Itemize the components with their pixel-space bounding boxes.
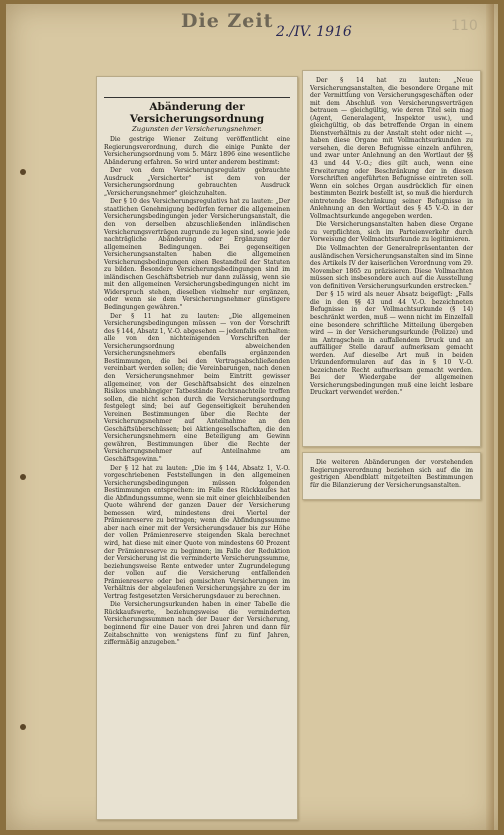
paragraph: Die gestrige Wiener Zeitung veröffentlicht eine Regierungsverordnung, durch die einige Punkte der Versicherungsordnung vom 5. März 1896 eine wesentliche Abänderung erfahren. So wird unter anderem bestimmt: (104, 136, 290, 166)
newspaper-masthead: Die Zeit (181, 10, 274, 32)
punch-hole (20, 169, 26, 175)
clipping-right-footer (302, 452, 481, 500)
paper-edge-stain (486, 4, 494, 830)
article-title: Abänderung der Versicherungsordnung (104, 97, 290, 125)
right-column-text (303, 71, 480, 402)
punch-hole (20, 474, 26, 480)
archive-sheet (6, 4, 498, 830)
right-footer-text (303, 453, 480, 494)
handwritten-date: 2./IV. 1916 (276, 24, 352, 40)
left-column-text (97, 77, 297, 652)
paragraph: Der § 14 hat zu lauten: „Neue Versicherungsanstalten, die besondere Organe mit der Vermittlung von Versicherungsgeschäften oder mit dem Abschluß von Versicherungsverträgen betrauen — gleichgültig, wie deren Titel sein mag (Agent, Generalagent, Inspektor usw.), und gleichgültig, ob das betreffende Organ in einem Dienstverhältnis zu der Anstalt steht oder nicht —, haben diese Organe mit Vollmachtsurkunden zu versehen, die deren Befugnisse einzeln anführen, und zwar unter Anlehnung an den Wortlaut der §§ 43 und 44 V.-O.; dies gilt auch, wenn eine Erweiterung oder Beschränkung der in diesen Vorschriften angeführten Befugnisse eintreten soll. Wenn ein solches Organ ausdrücklich für einen bestimmten Bezirk bestellt ist, so muß die hierdurch eintretende Beschränkung seiner Befugnisse in Anlehnung an den Wortlaut des § 45 V.-O. in der Vollmachtsurkunde angegeben werden. (310, 77, 473, 220)
paragraph: Die Versicherungsanstalten haben diese Organe zu verpflichten, sich im Parteienverkehr durch Vorweisung der Vollmachtsurkunde zu legitimieren. (310, 221, 473, 244)
handwritten-number: 110 (451, 18, 478, 34)
clipping-left-column (96, 76, 298, 820)
paragraph: Der § 10 des Versicherungsregulativs hat zu lauten: „Der staatlichen Genehmigung bedürfen ferner die allgemeinen Versicherungsbedingungen jeder Versicherungsanstalt, die den von derselben abzuschließenden inländischen Versicherungsverträgen zugrunde zu legen sind, sowie jede nachträgliche Abänderung oder Ergänzung der allgemeinen Bedingungen. Bei gegenseitigen Versicherungsanstalten haben die allgemeinen Versicherungsbedingungen einen Bestandteil der Statuten zu bilden. Besondere Versicherungsbedingungen sind im inländischen Geschäftsbetrieb nur dann zulässig, wenn sie mit den allgemeinen Versicherungsbedingungen nicht im Widerspruch stehen, dieselben vielmehr nur ergänzen, oder wenn sie dem Versicherungsnehmer günstigere Bedingungen gewähren." (104, 198, 290, 312)
paragraph: Der § 12 hat zu lauten: „Die im § 144, Absatz 1, V.-O. vorgeschriebenen Feststellungen in den allgemeinen Versicherungsbedingungen müssen folgenden Bestimmungen entsprechen: im Falle des Rückkaufes hat die Abfindungssumme, wenn sie mit einer gleichbleibenden Quote während der ganzen Dauer der Versicherung bemessen wird, mindestens drei Viertel der Prämienreserve zu betragen; wenn die Abfindungssumme aber nach einer mit der Versicherungsdauer bis zur Höhe der vollen Prämienreserve steigenden Skala berechnet wird, hat diese mit einer Quote von mindestens 60 Prozent der Prämienreserve zu beginnen; im Falle der Reduktion der Versicherung ist die verminderte Versicherungssumme, beziehungsweise Rente entweder unter Zugrundelegung der vollen auf die Versicherung entfallenden Prämienreserve oder bei gemischten Versicherungen im Verhältnis der abgelaufenen Versicherungsjahre zu der im Vertrag festgesetzten Versicherungsdauer zu berechnen. (104, 464, 290, 600)
paragraph: Die Vollmachten der Generalrepräsentanten der ausländischen Versicherungsanstalten sind im Sinne des Artikels IV der kaiserlichen Verordnung vom 29. November 1865 zu präzisieren. Diese Vollmachten müssen sich insbesondere auch auf die Ausstellung von definitiven Versicherungsurkunden erstrecken." (310, 245, 473, 290)
clipping-right-column (302, 70, 481, 447)
paragraph: Der von dem Versicherungsregulativ gebrauchte Ausdruck „Versicherter" ist dem von der Versicherungsordnung gebrauchten Ausdruck „Versicherungsnehmer" gleichzuhalten. (104, 167, 290, 197)
paragraph: Die Versicherungsurkunden haben in einer Tabelle die Rückkaufswerte, beziehungsweise die verminderten Versicherungssummen nach der Dauer der Versicherung, beginnend für eine Dauer von drei Jahren und dann für Zeitabschnitte von wenigstens fünf zu fünf Jahren, ziffermäßig anzugeben." (104, 601, 290, 647)
paragraph: Die weiteren Abänderungen der vorstehenden Regierungsverordnung beziehen sich auf die im gestrigen Abendblatt mitgeteilten Bestimmungen für die Bilanzierung der Versicherungsanstalten. (310, 459, 473, 489)
punch-hole (20, 724, 26, 730)
paragraph: Der § 11 hat zu lauten: „Die allgemeinen Versicherungsbedingungen müssen — von der Vorschrift des § 144, Absatz 1, V.-O. abgesehen — jedenfalls enthalten: alle von den nichteinigenden Vorschriften der Versicherungsordnung abweichenden Versicherungsnehmers ebenfalls ergänzenden Bestimmungen, die bei den Vertragsabschließenden vereinbart werden sollen; die Vereinbarungen, nach denen den Versicherungsnehmer beim Eintritt gewisser allgemeiner, von der Geschäftsabsicht des einzelnen Risikos unabhängiger Tatbestände Rechtsnachteile treffen sollen, die nicht schon durch die Versicherungsordnung festgelegt sind; bei auf Gegenseitigkeit beruhenden Vereinen Bestimmungen über die Rechte der Versicherungsnehmer auf Anteilnahme an den Geschäftsüberschüssen; bei Aktiengesellschaften, die den Versicherungsnehmern eine Beteiligung am Gewinn gewähren, Bestimmungen über die Rechte der Versicherungsnehmer auf Anteilnahme am Geschäftsgewinn." (104, 312, 290, 463)
paragraph: Der § 15 wird als neuer Absatz beigefügt: „Falls die in den §§ 43 und 44 V.-O. bezeichneten Befugnisse in der Vollmachtsurkunde (§ 14) beschränkt werden, muß — wenn nicht im Einzelfall eine besondere schriftliche Mitteilung übergeben wird — in der Versicherungsurkunde (Polizze) und im Antragschein in auffallendem Druck und an auffälliger Stelle darauf aufmerksam gemacht werden. Auf dieselbe Art muß in beiden Urkundenformularen auf das in § 10 V.-O. bezeichnete Recht aufmerksam gemacht werden. Bei der Wiedergabe der allgemeinen Versicherungsbedingungen muß eine leicht lesbare Druckart verwendet werden." (310, 291, 473, 397)
article-subtitle: Zugunsten der Versicherungsnehmer. (132, 125, 262, 133)
